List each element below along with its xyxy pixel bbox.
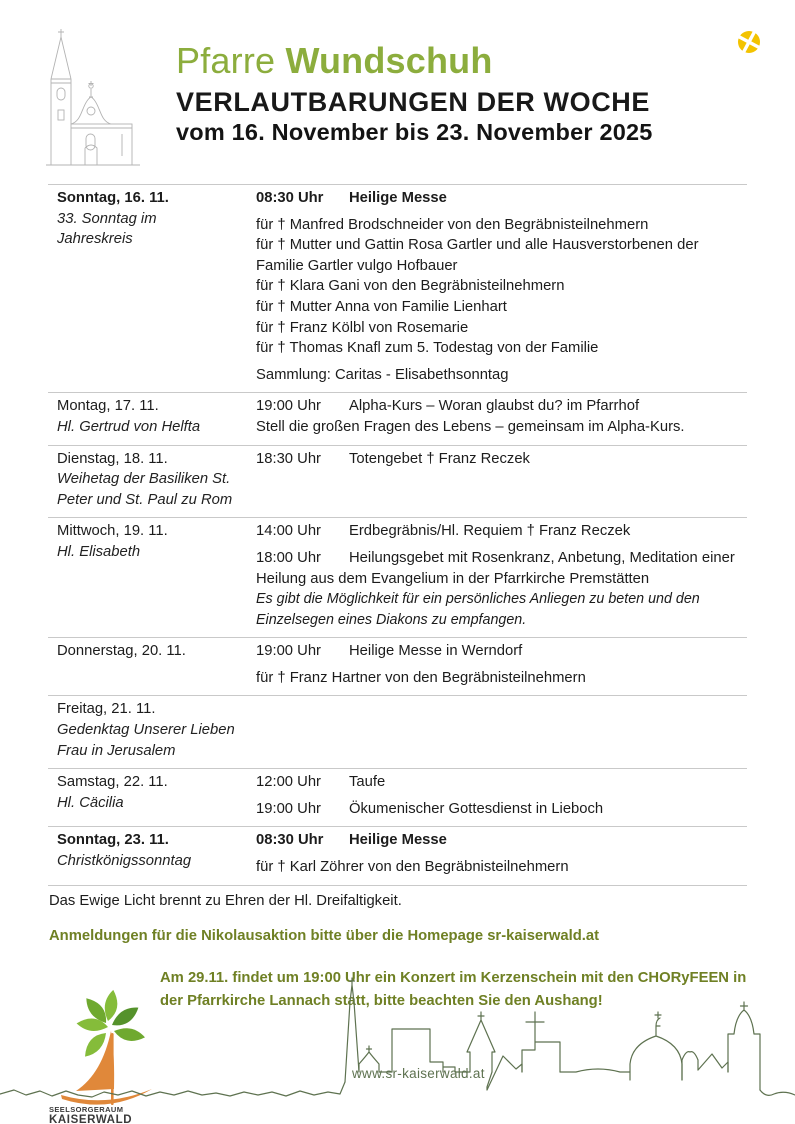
feast-label: Hl. Elisabeth — [57, 543, 141, 560]
feast-label: Weihetag der Basiliken St. Peter und St. Paul zu Rom — [57, 471, 233, 508]
event-time: 12:00 Uhr — [256, 774, 321, 791]
day-label: Sonntag, 16. 11. — [57, 190, 169, 206]
day-label: Donnerstag, 20. 11. — [57, 643, 186, 660]
event-line: Sammlung: Caritas - Elisabethsonntag — [256, 366, 509, 383]
feast-label: 33. Sonntag im Jahreskreis — [57, 210, 157, 248]
event-time: 08:30 Uhr — [256, 190, 324, 206]
event-time: 19:00 Uhr — [256, 643, 321, 660]
event-line: 12:00 Uhr Taufe — [256, 772, 738, 793]
schedule-row — [48, 695, 747, 768]
logo-line2: KAISERWALD — [49, 1113, 133, 1124]
eternal-light-note: Das Ewige Licht brennt zu Ehren der Hl. Dreifaltigkeit. — [49, 892, 402, 909]
feast-label: Christkönigssonntag — [57, 853, 192, 870]
event-line: für † Thomas Knafl zum 5. Todestag von der Familie — [256, 340, 599, 357]
event-line: 18:00 Uhr Heilungsgebet mit Rosenkranz, Anbetung, Meditation einer Heilung aus dem Evangelium in der Pfarrkirche Premstätten — [256, 549, 735, 587]
event-line: 19:00 Uhr Heilige Messe in Werndorf — [256, 641, 738, 662]
event-line: für † Klara Gani von den Begräbnisteilnehmern — [256, 278, 565, 295]
events-column — [256, 188, 738, 385]
doc-title: VERLAUTBARUNGEN DER WOCHE — [176, 87, 650, 117]
website-text: www.sr-kaiserwald.at — [352, 1066, 485, 1081]
nikolaus-notice: Anmeldungen für die Nikolausaktion bitte über die Homepage sr-kaiserwald.at — [49, 928, 600, 945]
feast-label: Hl. Cäcilia — [57, 794, 124, 811]
logo-line1: SEELSORGERAUM — [49, 1104, 124, 1114]
event-line: Es gibt die Möglichkeit für ein persönliches Anliegen zu beten und den Einzelsegen eines Diakons zu empfangen. — [256, 591, 700, 628]
event-line: 08:30 Uhr Heilige Messe — [256, 830, 738, 851]
kaiserwald-logo-text — [49, 1104, 169, 1124]
header — [0, 0, 795, 178]
day-label: Freitag, 21. 11. — [57, 701, 156, 718]
feast-label: Hl. Gertrud von Helfta — [57, 418, 201, 435]
events-column — [256, 772, 738, 819]
day-label: Sonntag, 23. 11. — [57, 832, 169, 849]
events-column — [256, 699, 738, 761]
schedule-row — [48, 637, 747, 695]
event-time: 19:00 Uhr — [256, 800, 321, 817]
schedule-row — [48, 445, 747, 518]
event-line: für † Karl Zöhrer von den Begräbnisteilnehmern — [256, 859, 569, 876]
event-line: 19:00 Uhr Ökumenischer Gottesdienst in Lieboch — [256, 799, 738, 820]
church-line-drawing-icon — [34, 26, 154, 172]
schedule-row — [48, 392, 747, 444]
events-column — [256, 521, 738, 630]
event-line: für † Manfred Brodschneider von den Begräbnisteilnehmern — [256, 216, 649, 233]
schedule-row — [48, 768, 747, 826]
brand-light: Pfarre — [176, 40, 286, 81]
day-column — [48, 449, 256, 511]
events-column — [256, 830, 738, 877]
event-time: 08:30 Uhr — [256, 832, 324, 849]
day-label: Samstag, 22. 11. — [57, 774, 168, 791]
day-column — [48, 641, 256, 688]
day-column — [48, 396, 256, 437]
day-column — [48, 188, 256, 385]
cross-circle-logo-icon — [735, 29, 763, 57]
event-time: 18:00 Uhr — [256, 549, 321, 566]
schedule-row — [48, 517, 747, 637]
day-column — [48, 699, 256, 761]
event-time: 14:00 Uhr — [256, 523, 321, 540]
schedule-table — [48, 184, 747, 886]
event-time: 18:30 Uhr — [256, 450, 321, 467]
event-line: 08:30 Uhr Heilige Messe — [256, 188, 738, 209]
event-line: 14:00 Uhr Erdbegräbnis/Hl. Requiem † Franz Reczek — [256, 521, 738, 542]
title-block — [176, 26, 653, 146]
page-title — [176, 42, 653, 80]
event-line: 18:30 Uhr Totengebet † Franz Reczek — [256, 449, 738, 470]
events-column — [256, 641, 738, 688]
concert-notice: Am 29.11. findet um 19:00 Uhr ein Konzert im Kerzenschein mit den CHORyFEEN in der Pfarrkirche Lannach statt, bitte beachten Sie den Aushang! — [160, 969, 747, 1009]
footer-block — [48, 967, 747, 1124]
events-column — [256, 396, 738, 437]
day-label: Mittwoch, 19. 11. — [57, 523, 168, 540]
brand-bold: Wundschuh — [285, 40, 493, 81]
event-line: für † Mutter Anna von Familie Lienhart — [256, 298, 507, 315]
event-line: für † Franz Hartner von den Begräbnisteilnehmern — [256, 669, 586, 686]
doc-subtitle: vom 16. November bis 23. November 2025 — [176, 119, 653, 145]
event-line: für † Franz Kölbl von Rosemarie — [256, 319, 469, 336]
feast-label: Gedenktag Unserer Lieben Frau in Jerusalem — [57, 722, 235, 759]
day-column — [48, 830, 256, 877]
events-column — [256, 449, 738, 511]
day-column — [48, 772, 256, 819]
event-line: Stell die großen Fragen des Lebens – gemeinsam im Alpha-Kurs. — [256, 418, 685, 435]
day-label: Montag, 17. 11. — [57, 398, 159, 415]
event-line: 19:00 Uhr Alpha-Kurs – Woran glaubst du? im Pfarrhof — [256, 396, 738, 417]
event-line: für † Mutter und Gattin Rosa Gartler und alle Hausverstorbenen der Familie Gartler vulgo Hofbauer — [256, 237, 699, 274]
day-column — [48, 521, 256, 630]
day-label: Dienstag, 18. 11. — [57, 450, 168, 467]
schedule-row — [48, 184, 747, 392]
schedule-row — [48, 826, 747, 884]
kaiserwald-tree-logo-icon — [48, 975, 166, 1107]
event-time: 19:00 Uhr — [256, 398, 321, 415]
